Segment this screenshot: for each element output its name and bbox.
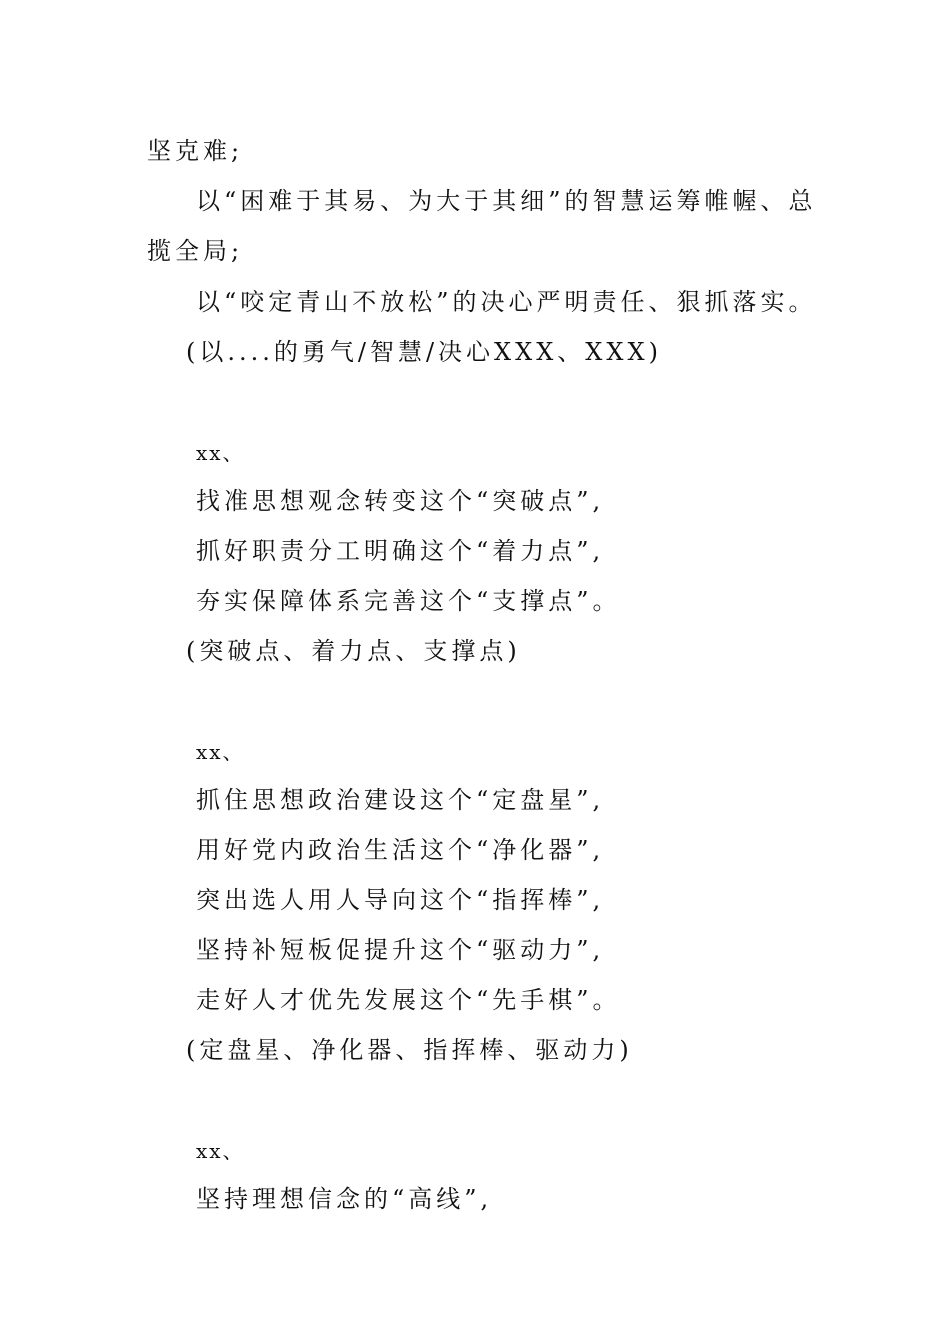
body-text-line: 找准思想观念转变这个“突破点”,: [196, 487, 605, 515]
section-heading: xx、: [196, 441, 245, 465]
body-text-line: 抓住思想政治建设这个“定盘星”,: [196, 786, 605, 814]
body-text-line: 坚克难;: [147, 137, 244, 165]
body-text-line: 突出选人用人导向这个“指挥棒”,: [196, 886, 605, 914]
summary-note: (突破点、着力点、支撑点): [186, 637, 521, 665]
body-text-line: 揽全局;: [147, 237, 244, 265]
body-text-line: 抓好职责分工明确这个“着力点”,: [196, 537, 605, 565]
body-text-line: 以“咬定青山不放松”的决心严明责任、狠抓落实。: [196, 288, 817, 316]
summary-note: (以....的勇气/智慧/决心XXX、XXX): [186, 338, 662, 366]
section-heading: xx、: [196, 740, 245, 764]
body-text-line: 走好人才优先发展这个“先手棋”。: [196, 986, 621, 1014]
summary-note: (定盘星、净化器、指挥棒、驱动力): [186, 1036, 633, 1064]
body-text-line: 用好党内政治生活这个“净化器”,: [196, 836, 605, 864]
body-text-line: 以“困难于其易、为大于其细”的智慧运筹帷幄、总: [196, 187, 817, 215]
body-text-line: 夯实保障体系完善这个“支撑点”。: [196, 587, 621, 615]
section-heading: xx、: [196, 1139, 245, 1163]
body-text-line: 坚持补短板促提升这个“驱动力”,: [196, 936, 605, 964]
body-text-line: 坚持理想信念的“高线”,: [196, 1185, 493, 1213]
